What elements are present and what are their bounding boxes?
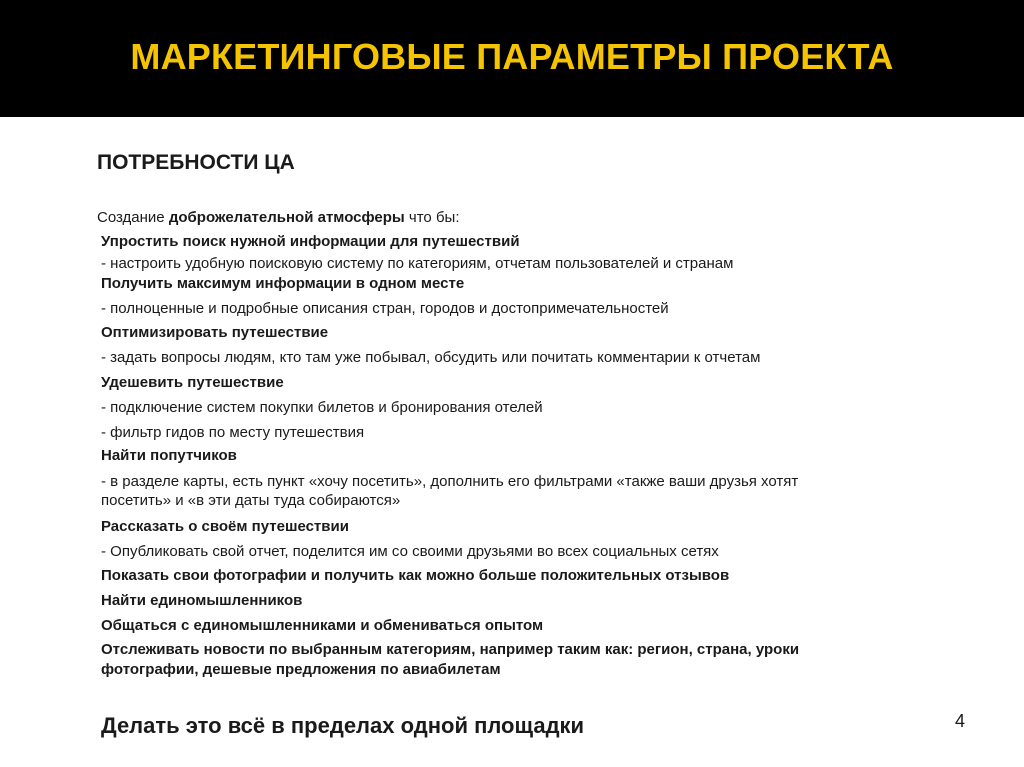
closing-statement: Делать это всё в пределах одной площадки: [101, 713, 585, 738]
need-detail: - подключение систем покупки билетов и бронирования отелей: [101, 399, 543, 416]
need-detail: посетить» и «в эти даты туда собираются»: [101, 492, 401, 509]
need-item: Показать свои фотографии и получить как можно больше положительных отзывов: [101, 567, 730, 584]
intro-suffix: что бы:: [404, 209, 460, 226]
need-detail: - настроить удобную поисковую систему по категориям, отчетам пользователей и странам: [101, 255, 734, 272]
need-item: Получить максимум информации в одном месте: [101, 275, 465, 292]
need-detail: - в разделе карты, есть пункт «хочу посетить», дополнить его фильтрами «также ваши друзья хотят: [101, 473, 799, 490]
section-title: ПОТРЕБНОСТИ ЦА: [97, 151, 295, 174]
need-item: Общаться с единомышленниками и обмениваться опытом: [101, 617, 544, 634]
need-detail: - Опубликовать свой отчет, поделится им со своими друзьями во всех социальных сетях: [101, 543, 719, 560]
need-item: Рассказать о своём путешествии: [101, 518, 349, 535]
page-number: 4: [955, 711, 966, 731]
need-item: фотографии, дешевые предложения по авиабилетам: [101, 661, 501, 678]
intro-prefix: Создание: [97, 209, 169, 226]
need-detail: - задать вопросы людям, кто там уже побывал, обсудить или почитать комментарии к отчетам: [101, 349, 761, 366]
intro-bold: доброжелательной атмосферы: [168, 209, 405, 226]
need-detail: - фильтр гидов по месту путешествия: [101, 424, 365, 441]
slide-title: МАРКЕТИНГОВЫЕ ПАРАМЕТРЫ ПРОЕКТА: [130, 36, 894, 77]
need-detail: - полноценные и подробные описания стран, городов и достопримечательностей: [101, 300, 669, 317]
need-item: Найти попутчиков: [101, 447, 237, 464]
intro-line: [97, 209, 459, 226]
header-bar: [0, 0, 1024, 117]
need-item: Упростить поиск нужной информации для путешествий: [101, 233, 520, 250]
need-item: Найти единомышленников: [101, 592, 303, 609]
need-item: Отслеживать новости по выбранным категориям, например таким как: регион, страна, уроки: [101, 641, 800, 658]
need-item: Оптимизировать путешествие: [101, 324, 329, 341]
need-item: Удешевить путешествие: [101, 374, 284, 391]
